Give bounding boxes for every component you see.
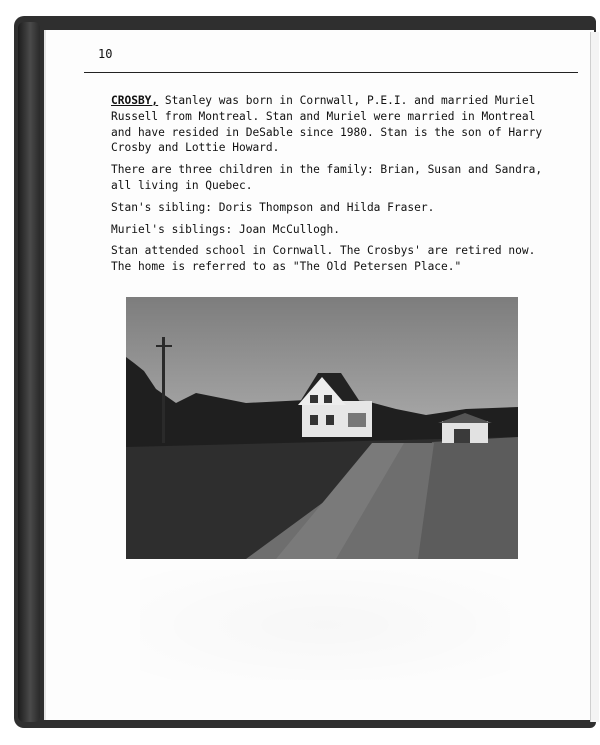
house-photo-drawing — [126, 297, 518, 559]
intro-paragraph — [111, 93, 551, 156]
entry-text-block — [111, 93, 551, 281]
header-rule — [84, 72, 578, 73]
photo-porch — [348, 413, 366, 427]
photo-window — [310, 395, 318, 403]
intro-text: Stanley was born in Cornwall, P.E.I. and married Muriel Russell from Montreal. Stan and Muriel were married in Montreal and have resided in DeSable since 1980. Stan is the son of Harry Crosby and Lottie Howard. — [111, 94, 543, 155]
stan-siblings-paragraph: Stan's sibling: Doris Thompson and Hilda Fraser. — [111, 200, 435, 214]
children-paragraph: There are three children in the family: Brian, Susan and Sandra, all living in Quebec. — [111, 163, 543, 192]
closing-paragraph: Stan attended school in Cornwall. The Crosbys' are retired now. The home is referred to as "The Old Petersen Place." — [111, 244, 536, 274]
muriel-siblings-paragraph: Muriel's siblings: Joan McCullogh. — [111, 222, 341, 236]
photo-window — [326, 415, 334, 425]
photo-utility-pole — [162, 337, 165, 443]
surname-heading: CROSBY, — [111, 94, 159, 107]
photo-window — [310, 415, 318, 425]
photo-garage-door — [454, 429, 470, 443]
photo-pole-crossarm — [156, 345, 172, 347]
binder-spine — [18, 22, 40, 722]
page-edge — [590, 32, 599, 722]
page-blank-area — [140, 570, 510, 680]
house-photo — [126, 297, 518, 559]
page-number: 10 — [98, 47, 113, 61]
photo-window — [324, 395, 332, 403]
